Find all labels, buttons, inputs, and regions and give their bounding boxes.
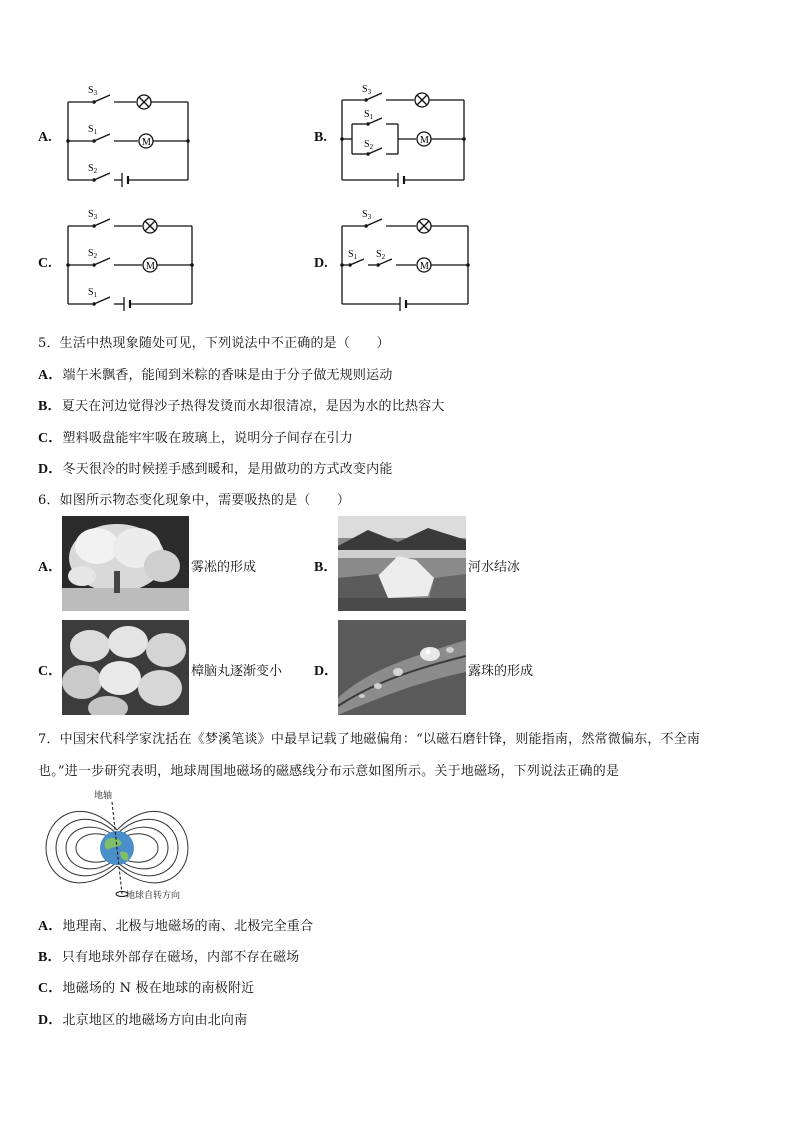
q7-option-d-text: 北京地区的地磁场方向由北向南 [62, 1013, 248, 1028]
circuit-option-c-letter: C. [38, 256, 52, 271]
rime-photo-image [62, 516, 189, 611]
circuit-option-d-letter: D. [314, 256, 328, 271]
q5-option-c-letter: C． [38, 431, 63, 446]
circuit-option-b-letter: B. [314, 130, 327, 145]
q7-option-b[interactable] [38, 946, 299, 966]
earth-magnetic-field-figure [42, 786, 192, 906]
motor-label-b: M [420, 135, 429, 146]
mothball-photo-image [62, 620, 189, 715]
dew-photo-image [338, 620, 466, 715]
q5-option-a[interactable] [38, 364, 393, 384]
q5-option-d[interactable] [38, 458, 393, 478]
mothball-photo[interactable] [62, 620, 189, 715]
switch-label-c-mid: $S_2$ [88, 248, 98, 260]
switch-label-a-bot: $S_2$ [88, 163, 98, 175]
q7-option-d[interactable] [38, 1009, 247, 1029]
q5-option-c[interactable] [38, 427, 353, 447]
q7-stem-line1: 7．中国宋代科学家沈括在《梦溪笔谈》中最早记载了地磁偏角：“以磁石磨针锋，则能指南，然常微偏东，不全南 [38, 732, 701, 747]
q5-option-b-text: 夏天在河边觉得沙子热得发烫而水却很清凉，是因为水的比热容大 [61, 399, 445, 414]
q7-option-d-letter: D． [38, 1013, 63, 1028]
circuit-diagram-b [336, 82, 476, 192]
q5-option-d-letter: D． [38, 462, 63, 477]
earth-axis-label: 地轴 [94, 790, 113, 800]
switch-label-d-top: $S_3$ [362, 209, 372, 221]
switch-label-c-top: $S_3$ [88, 209, 98, 221]
q7-option-c[interactable] [38, 977, 254, 997]
q6-option-b-caption: 河水结冰 [468, 560, 521, 575]
q6-option-d-letter: D． [314, 664, 339, 679]
q6-stem: 6．如图所示物态变化现象中，需要吸热的是（ ） [38, 493, 351, 508]
q6-option-c-letter: C． [38, 664, 63, 679]
q7-option-a[interactable] [38, 915, 313, 935]
q7-stem-line2: 也。”进一步研究表明，地球周围地磁场的磁感线分布示意如图所示。关于地磁场，下列说法正确的是 [38, 764, 620, 779]
rime-photo[interactable] [62, 516, 189, 611]
q7-option-a-text: 地理南、北极与地磁场的南、北极完全重合 [62, 919, 314, 934]
q7-option-b-text: 只有地球外部存在磁场，内部不存在磁场 [61, 950, 300, 965]
switch-label-a-top: $S_3$ [88, 85, 98, 97]
switch-label-b-mid2: $S_2$ [364, 139, 374, 151]
q6-option-a-caption: 雾凇的形成 [191, 560, 257, 575]
switch-label-d-mid2: $S_2$ [376, 249, 386, 261]
circuit-diagram-a [60, 82, 200, 188]
switch-label-b-mid1: $S_1$ [364, 109, 374, 121]
frozen-river-photo-image [338, 516, 466, 611]
switch-label-d-mid1: $S_1$ [348, 249, 358, 261]
switch-label-a-mid: $S_1$ [88, 124, 98, 136]
q7-option-b-letter: B． [38, 950, 62, 965]
dew-photo[interactable] [338, 620, 466, 715]
motor-label-d: M [420, 261, 429, 272]
q6-option-d-caption: 露珠的形成 [468, 664, 534, 679]
q5-stem: 5．生活中热现象随处可见，下列说法中不正确的是（ ） [38, 336, 390, 351]
circuit-option-a-letter: A. [38, 130, 52, 145]
q6-option-a-letter: A． [38, 560, 63, 575]
circuit-diagram-d [336, 206, 476, 312]
circuit-diagram-c [60, 206, 200, 312]
q6-option-c-caption: 樟脑丸逐渐变小 [191, 664, 283, 679]
motor-label-a: M [142, 137, 151, 148]
motor-label-c: M [146, 261, 155, 272]
q5-option-d-text: 冬天很冷的时候搓手感到暖和，是用做功的方式改变内能 [62, 462, 393, 477]
q5-option-a-letter: A． [38, 368, 63, 383]
q5-option-b-letter: B． [38, 399, 62, 414]
q7-option-a-letter: A． [38, 919, 63, 934]
q7-option-c-text: 地磁场的 N 极在地球的南极附近 [62, 981, 255, 996]
switch-label-b-top: $S_3$ [362, 84, 372, 96]
q6-option-b-letter: B． [314, 560, 338, 575]
switch-label-c-bot: $S_1$ [88, 287, 98, 299]
q5-option-a-text: 端午米飘香，能闻到米粽的香味是由于分子做无规则运动 [62, 368, 393, 383]
q5-option-c-text: 塑料吸盘能牢牢吸在玻璃上，说明分子间存在引力 [62, 431, 353, 446]
q5-option-b[interactable] [38, 395, 445, 415]
q7-option-c-letter: C． [38, 981, 63, 996]
frozen-river-photo[interactable] [338, 516, 466, 611]
earth-rotation-label: 地球自转方向 [126, 890, 181, 900]
